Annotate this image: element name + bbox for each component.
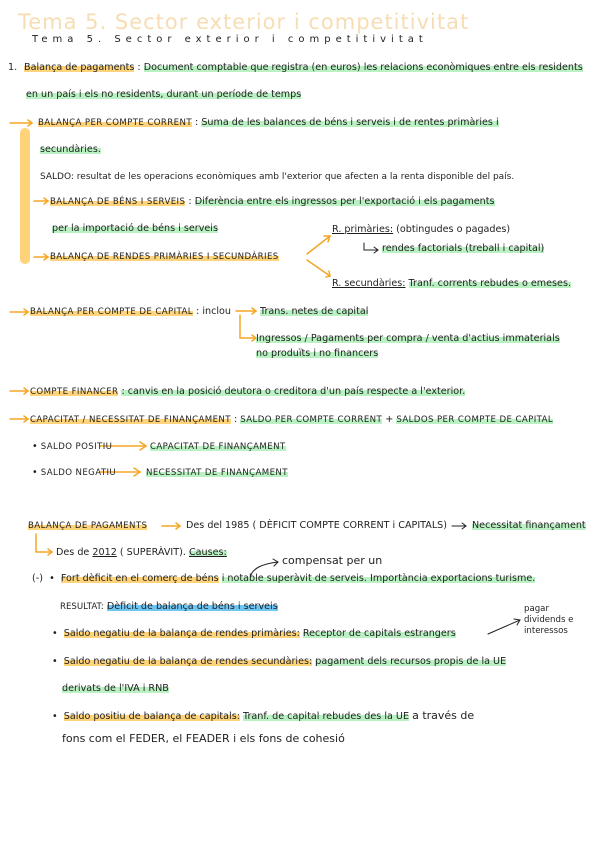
cause4-cont: fons com el FEDER, el FEADER i els fons de cohesió [62, 732, 345, 745]
cc-saldo: SALDO: resultat de les operacions econòmiques amb l'exterior que afecten a la renta disponible del país. [40, 172, 515, 182]
bp-term: Balança de pagaments [24, 62, 135, 73]
capital-item2b: no produïts i no financers [256, 348, 379, 359]
financer-label: COMPTE FINANCER [30, 387, 119, 397]
annot-compensat: compensat per un [282, 554, 383, 567]
cc-line2: secundàries. [40, 144, 101, 155]
sec-line: R. secundàries: Tranf. corrents rebudes o emeses. [332, 278, 571, 289]
bp2-label: BALANÇA DE PAGAMENTS [28, 521, 148, 531]
saldo-negatiu-line: • SALDO NEGATIU [32, 467, 117, 478]
resultat-line: RESULTAT: Dèficit de balança de béns i serveis [60, 601, 278, 612]
page-title: Tema 5. Sector exterior i competitivitat [18, 10, 470, 34]
bens-label: BALANÇA DE BÉNS I SERVEIS [50, 197, 186, 207]
bp-definition-line2: en un país i els no residents, durant un període de temps [26, 89, 302, 100]
capital-label: BALANÇA PER COMPTE DE CAPITAL [30, 307, 193, 317]
prim-line: R. primàries: (obtingudes o pagades) [332, 224, 511, 235]
cause2: • Saldo negatiu de la balança de rendes primàries: Receptor de capitals estrangers [52, 628, 456, 639]
bens-line1: BALANÇA DE BÉNS I SERVEIS : Diferència entre els ingressos per l'exportació i els pagaments [50, 196, 495, 207]
capacitat-label: CAPACITAT / NECESSITAT DE FINANÇAMENT [30, 415, 231, 425]
cc-line1: BALANÇA PER COMPTE CORRENT : Suma de les balances de béns i serveis i de rentes primàries i [38, 117, 499, 128]
cc-label: BALANÇA PER COMPTE CORRENT [38, 118, 192, 128]
saldo-positiu-result: CAPACITAT DE FINANÇAMENT [150, 442, 286, 452]
capacitat-line: CAPACITAT / NECESSITAT DE FINANÇAMENT : SALDO PER COMPTE CORRENT + SALDOS PER COMPTE DE CAPITAL [30, 414, 554, 425]
prim-sub: rendes factorials (treball i capital) [382, 243, 545, 254]
cause1: (-) • Fort dèficit en el comerç de béns i notable superàvit de serveis. Importància exportacions turisme. [32, 573, 536, 584]
bp2-since: Des del 1985 ( DÈFICIT COMPTE CORRENT i CAPITALS) [186, 520, 447, 531]
section-number: 1. [8, 62, 18, 73]
saldo-negatiu-result: NECESSITAT DE FINANÇAMENT [146, 468, 288, 478]
cause4: • Saldo positiu de balança de capitals: Tranf. de capital rebudes des la UE a través de [52, 709, 475, 722]
cc-def-a: Suma de les balances de béns i serveis i de rentes primàries i [201, 117, 499, 128]
bp2-since2: Des de 2012 ( SUPERÀVIT). Causes: [56, 547, 227, 558]
capital-item2a: Ingressos / Pagaments per compra / venta d'actius immaterials [256, 333, 560, 344]
cause3-cont: derivats de l'IVA i RNB [62, 683, 169, 694]
bp-def-a: Document comptable que registra (en euros) les relacions econòmiques entre els residents [143, 62, 583, 73]
financer-line: COMPTE FINANCER : canvis en la posició deutora o creditora d'un país respecte a l'exterior. [30, 386, 466, 397]
saldo-positiu-line: • SALDO POSITIU [32, 441, 113, 452]
cause3: • Saldo negatiu de la balança de rendes secundàries: pagament dels recursos propis de la UE [52, 656, 507, 667]
rendes-label: BALANÇA DE RENDES PRIMÀRIES I SECUNDÀRIES [50, 252, 279, 262]
bens-line2: per la importació de béns i serveis [52, 223, 218, 234]
capital-item1: Trans. netes de capital [260, 306, 369, 317]
capital-line: BALANÇA PER COMPTE DE CAPITAL : inclou [30, 306, 231, 317]
annot-pagar: pagar dividends e interessos [524, 604, 574, 636]
bp2-result: Necessitat finançament [472, 520, 586, 531]
page-subtitle: Tema 5. Sector exterior i competitivitat [32, 34, 428, 45]
bp-definition-line1: Balança de pagaments : Document comptable que registra (en euros) les relacions econòmiques entre els residents [24, 62, 583, 73]
